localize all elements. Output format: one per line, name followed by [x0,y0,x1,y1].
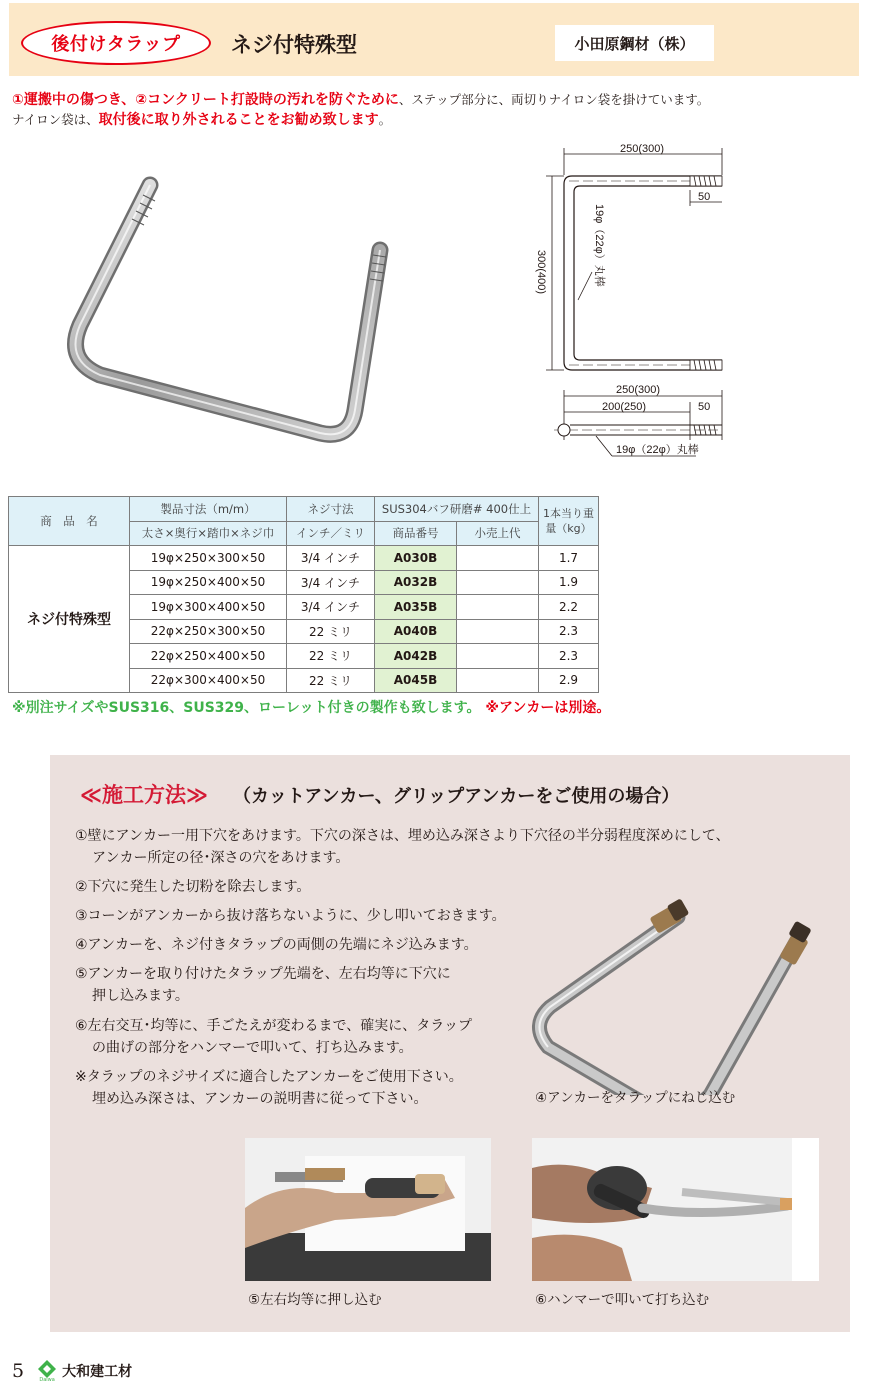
cell-thread: 3/4 インチ [287,546,375,571]
cell-thread: 22 ミリ [287,668,375,693]
step-3: ③コーンがアンカーから抜け落ちないように、少し叩いておきます。 [75,908,506,924]
category-badge-label: 後付けタラップ [51,34,181,55]
cell-thread: 3/4 インチ [287,595,375,620]
category-badge [21,21,211,65]
cell-price [457,644,539,669]
cell-weight: 2.3 [539,644,599,669]
cell-size: 22φ×250×300×50 [130,619,287,644]
header-size-sub: 太さ×奥行×踏巾×ネジ巾 [130,521,287,546]
rod-label-side: 19φ（22φ）丸棒 [616,444,699,456]
cell-price [457,570,539,595]
table-header-row [9,497,599,522]
cell-code: A045B [375,668,457,693]
cell-thread: 3/4 インチ [287,570,375,595]
step-4: ④アンカーを、ネジ付きタラップの両側の先端にネジ込みます。 [75,937,478,953]
header-band [9,3,859,76]
header-thread: ネジ寸法 [287,497,375,522]
header-name: 商 品 名 [9,497,130,546]
header-thread-sub: インチ／ミリ [287,521,375,546]
method-title: ≪施工方法≫ [80,783,208,807]
brand-logo-sub: Daiwa [39,1376,55,1383]
cell-price [457,595,539,620]
cell-thread: 22 ミリ [287,619,375,644]
product-photo [50,165,410,455]
header-code: 商品番号 [375,521,457,546]
header-sus: SUS304バフ研磨# 400仕上 [375,497,539,522]
method-subtitle: （カットアンカー、グリップアンカーをご使用の場合） [233,786,680,807]
step-6-cont: の曲げの部分をハンマーで叩いて、打ち込みます。 [92,1040,413,1056]
dim-bottom-width: 250(300) [616,384,661,396]
step-1: ①壁にアンカー一用下穴をあけます。下穴の深さは、埋め込み深さより下穴径の半分弱程度深めにして、 [75,828,730,844]
page-footer [12,1358,132,1384]
brand-name: 大和建工材 [62,1364,133,1380]
step-1-cont: アンカー所定の径･深さの穴をあけます。 [92,850,350,866]
cell-code: A040B [375,619,457,644]
cell-code: A042B [375,644,457,669]
product-name-cell: ネジ付特殊型 [9,546,130,693]
header-weight: 1本当り重量（kg） [539,497,599,546]
dim-inner-width: 200(250) [602,401,647,413]
anchor-assembly-photo [530,895,830,1095]
caption-step-4: ④アンカーをタラップにねじ込む [535,1090,736,1106]
caption-step-6: ⑥ハンマーで叩いて打ち込む [535,1292,710,1308]
cell-size: 22φ×300×400×50 [130,668,287,693]
page-number: 5 [12,1360,25,1382]
insert-photo [245,1138,491,1281]
dim-thread-length-2: 50 [698,401,711,413]
cell-size: 22φ×250×400×50 [130,644,287,669]
note-line-2 [12,109,391,129]
cell-code: A035B [375,595,457,620]
header-price: 小売上代 [457,521,539,546]
step-5: ⑤アンカーを取り付けたタラップ先端を、左右均等に下穴に [75,966,451,982]
brand-logo-icon [38,1360,56,1383]
dim-height: 300(400) [535,250,547,295]
cell-weight: 2.3 [539,619,599,644]
footnote-custom: ※別注サイズやSUS316、SUS329、ローレット付きの製作も致します。 [12,700,481,716]
footnote-anchor: ※アンカーは別途。 [485,700,611,716]
note-line-1 [12,89,709,109]
cell-price [457,619,539,644]
step-2: ②下穴に発生した切粉を除去します。 [75,879,311,895]
dim-top-width: 250(300) [620,143,665,155]
company-label: 小田原鋼材（株） [555,25,714,61]
cell-price [457,668,539,693]
note-line-2-pre: ナイロン袋は、 [12,112,99,127]
table-footnote [12,697,610,717]
caption-step-5: ⑤左右均等に押し込む [248,1292,382,1308]
cell-code: A030B [375,546,457,571]
cell-price [457,546,539,571]
note-line-2-emphasis: 取付後に取り外されることをお勧め致します [98,112,379,128]
cell-code: A032B [375,570,457,595]
cell-weight: 1.7 [539,546,599,571]
step-5-cont: 押し込みます。 [92,988,189,1004]
cell-size: 19φ×250×400×50 [130,570,287,595]
spec-table [8,496,599,693]
hammer-photo [532,1138,819,1281]
note-line-1-emphasis: ①運搬中の傷つき、②コンクリート打設時の汚れを防ぐために [12,92,399,108]
cell-size: 19φ×250×300×50 [130,546,287,571]
table-row [9,546,599,571]
note-line-1-text: 、ステップ部分に、両切りナイロン袋を掛けています。 [398,92,710,107]
dim-thread-length: 50 [698,191,711,203]
header-size: 製品寸法（m/m） [130,497,287,522]
step-6: ⑥左右交互･均等に、手ごたえが変わるまで、確実に、タラップ [75,1018,472,1034]
installation-method-box [50,755,850,1332]
cell-weight: 2.2 [539,595,599,620]
note-line-2-post: 。 [378,112,392,127]
step-note: ※タラップのネジサイズに適合したアンカーをご使用下さい。 [75,1069,463,1085]
cell-thread: 22 ミリ [287,644,375,669]
page-title: ネジ付特殊型 [231,33,357,57]
cell-weight: 1.9 [539,570,599,595]
cell-size: 19φ×300×400×50 [130,595,287,620]
technical-drawing [520,140,750,470]
step-note-cont: 埋め込み深さは、アンカーの説明書に従って下さい。 [92,1091,428,1107]
rod-label-front: 19φ（22φ）丸棒 [593,204,605,287]
cell-weight: 2.9 [539,668,599,693]
